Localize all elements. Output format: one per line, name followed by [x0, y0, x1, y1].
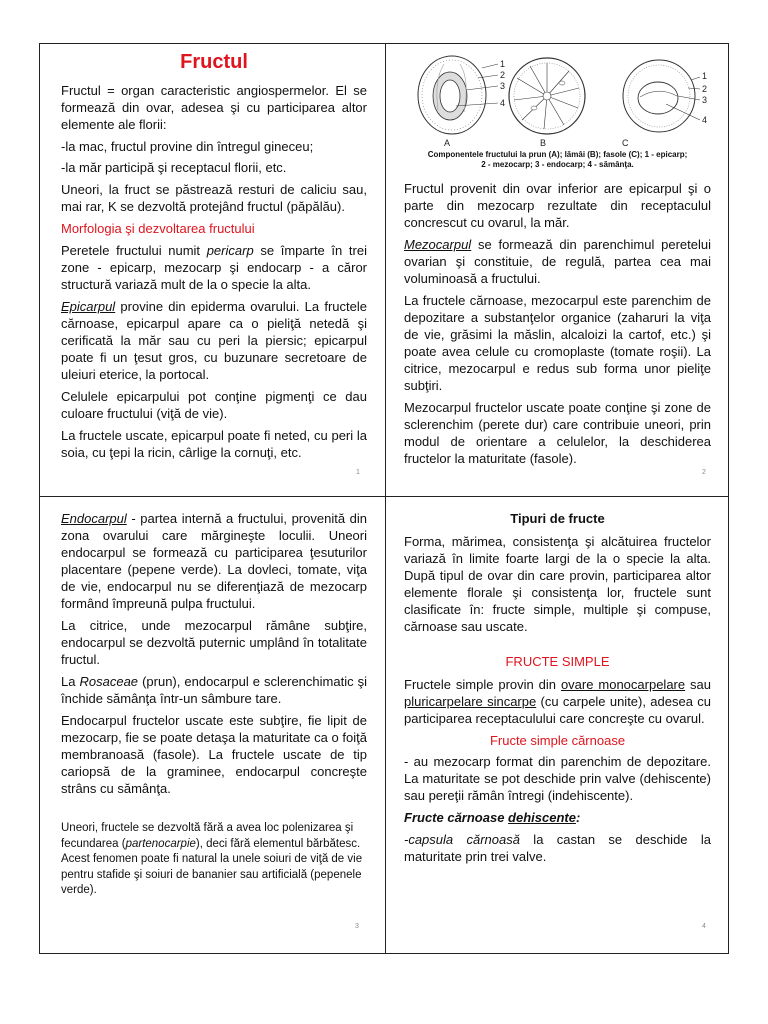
section-heading: Fructe simple cărnoase — [489, 733, 626, 748]
fruit-diagram — [404, 50, 711, 150]
paragraph: La fructele cărnoase, mezocarpul este parenchim de depozitare a substanţelor organice (zaharuri la viţa de vie, grăsimi la măslin, alcaloizi la cartof, etc.) şi poate avea celule cu cromoplaste (tomate roşii). La citrice, mezocarpul e redus sub forma unor pieliţe subţiri. — [404, 293, 711, 393]
page-title: Fructul — [180, 51, 248, 73]
term: -capsula cărnoasă — [404, 832, 520, 847]
paragraph: - au mezocarp format din parenchim de depozitare. La maturitate se pot deschide prin valve (dehiscente) sau pereţii rămân întregi (indehiscente). — [404, 754, 711, 803]
label-4: 4 — [500, 98, 506, 108]
term: Mezocarpul — [404, 237, 472, 252]
paragraph: Fructe cărnoase dehiscente: — [404, 810, 581, 825]
label-c2: 2 — [702, 84, 708, 94]
label-A: A — [444, 138, 451, 148]
paragraph: Fructul provenit din ovar inferior are epicarpul şi o parte din mezocarp rezultate din receptaculul concrescut cu ovarul, la măr. — [404, 181, 711, 230]
label-c4: 4 — [702, 115, 708, 125]
vertical-divider — [385, 44, 386, 953]
paragraph: -la mac, fructul provine din întregul gineceu; — [61, 139, 314, 154]
term: pericarp — [206, 243, 254, 258]
paragraph: Epicarpul provine din epiderma ovarului. La fructele cărnoase, epicarpul apare ca o pieliţă netedă şi cerificată la măr sau cu peri la piersic; epicarpul poate fi un ţesut gros, cu buzunare secretoare de uleiuri eterice, la portocal. — [61, 299, 367, 382]
label-3: 3 — [500, 81, 506, 91]
paragraph: Mezocarpul fructelor uscate poate conţine şi zone de sclerenchim (perete dur) care contribuie uneori, prin modul de orientare a celulelor, la deschiderea fructelor la maturitate (fasole). — [404, 400, 711, 466]
figure-caption: Componentele fructului la prun (A); lămâi (B); fasole (C); 1 - epicarp; 2 - mezocarp; 3 - endocarp; 4 - sămânţa. — [427, 150, 688, 169]
paragraph: Mezocarpul se formează din parenchimul peretelui ovarian şi constituie, de regulă, partea cea mai voluminoasă a fructului. — [404, 237, 711, 286]
paragraph: Fructul = organ caracteristic angiospermelor. El se formează din ovar, adesea şi cu participarea altor elemente ale florii: — [61, 83, 367, 132]
term: partenocarpie — [125, 837, 196, 850]
slide-2 — [404, 50, 711, 490]
slide-1 — [61, 50, 367, 490]
section-heading: FRUCTE SIMPLE — [505, 654, 610, 669]
paragraph: Forma, mărimea, consistenţa şi alcătuirea fructelor variază în limite foarte largi de la o specie la alta. După tipul de ovar din care provin, participarea altor elemente florale şi consistenţa lor, fructele sunt clasificate în: fructe simple, multiple şi compuse, cărnoase sau uscate. — [404, 534, 711, 634]
paragraph: Uneori, la fruct se păstrează resturi de caliciu sau, mai rar, K se dezvoltă protejând fructul (păpălău). — [61, 182, 367, 214]
label-1: 1 — [500, 59, 506, 69]
label-B: B — [540, 138, 547, 148]
page-number: 4 — [702, 923, 706, 930]
term: Rosaceae — [79, 674, 139, 689]
lemon-drawing — [509, 58, 585, 134]
paragraph: La Rosaceae (prun), endocarpul e sclerenchimatic şi închide sămânţa într-un sâmbure tare. — [61, 674, 367, 706]
label-2: 2 — [500, 70, 506, 80]
document-sheet — [39, 43, 729, 954]
page-number: 1 — [356, 469, 360, 476]
paragraph: La fructele uscate, epicarpul poate fi neted, cu peri la soia, cu ţepi la ricin, cârlige la cornuţi, etc. — [61, 428, 367, 460]
section-heading: Tipuri de fructe — [510, 511, 605, 526]
paragraph: Celulele epicarpului pot conţine pigmenţi ce dau culoare fructului (viţă de vie). — [61, 389, 367, 421]
slide-3 — [61, 510, 367, 946]
slide-4 — [404, 510, 711, 946]
paragraph: Fructele simple provin din ovare monocarpelare sau pluricarpelare sincarpe (cu carpele unite), adesea cu participarea receptaculului care concreşte cu ovarul. — [404, 677, 711, 726]
paragraph: Endocarpul - partea internă a fructului, provenită din zona ovarului care mărgineşte loculii. Uneori endocarpul se formează cu participarea ţesuturilor placentare (pepene verde). La dovleci, tomate, viţa de vie, endocarpul nu se diferenţiază de mezocarp formând împreună pulpa fructului. — [61, 511, 367, 611]
paragraph: -la măr participă şi receptacul florii, etc. — [61, 160, 287, 175]
label-C: C — [622, 138, 629, 148]
paragraph: Endocarpul fructelor uscate este subţire, fie lipit de mezocarp, fie se poate detaşa la maturitate ca o foiţă membranoasă (fasole). La fructele uscate de tip cariopsă de la graminee, endocarpul concreşte strâns cu sămânţa. — [61, 713, 367, 796]
paragraph: Uneori, fructele se dezvoltă fără a avea loc polenizarea şi fecundarea (partenocarpie), deci fără elementul bărbătesc. Acest fenomen poate fi natural la unele soiuri de viţă de vie pentru stafide şi soiuri de bananier sau artificială (pepenele verde). — [61, 822, 363, 896]
term: Epicarpul — [61, 299, 116, 314]
label-c1: 1 — [702, 71, 708, 81]
page-number: 2 — [702, 469, 706, 476]
bean-drawing — [623, 60, 695, 132]
horizontal-divider — [40, 496, 728, 497]
term: Endocarpul — [61, 511, 127, 526]
fruit-components-figure — [404, 50, 711, 150]
paragraph: La citrice, unde mezocarpul rămâne subţire, endocarpul se dezvoltă puternic umplând în totalitate fructul. — [61, 618, 367, 667]
page-number: 3 — [355, 923, 359, 930]
paragraph: -capsula cărnoasă la castan se deschide la maturitate prin trei valve. — [404, 832, 711, 864]
plum-drawing — [418, 56, 486, 134]
section-heading: Morfologia şi dezvoltarea fructului — [61, 221, 255, 236]
paragraph: Peretele fructului numit pericarp se împarte în trei zone - epicarp, mezocarp şi endocarp - a căror structură variază mult de la o specie la alta. — [61, 243, 367, 292]
label-c3: 3 — [702, 95, 708, 105]
